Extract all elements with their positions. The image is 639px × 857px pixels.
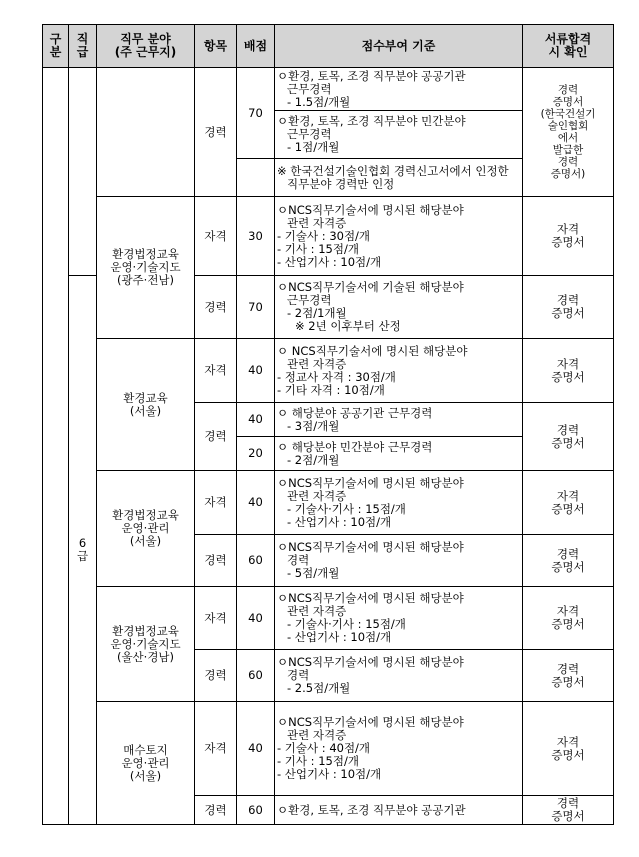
field-cell-top bbox=[97, 68, 195, 197]
docs-cell: 경력 증명서 (한국건설기 술인협회 에서 발급한 경력 증명서) bbox=[523, 68, 614, 197]
header-row bbox=[43, 25, 614, 68]
item-cell: 자격 bbox=[195, 471, 237, 535]
table-row bbox=[43, 471, 614, 535]
header-item: 항목 bbox=[195, 25, 237, 68]
docs-cell: 경력 증명서 bbox=[523, 796, 614, 825]
docs-cell: 자격 증명서 bbox=[523, 587, 614, 650]
table-row bbox=[43, 702, 614, 796]
docs-cell: 경력 증명서 bbox=[523, 276, 614, 339]
table-row bbox=[43, 197, 614, 276]
item-cell: 경력 bbox=[195, 535, 237, 587]
table-row bbox=[43, 587, 614, 650]
table-row bbox=[43, 339, 614, 403]
gubun-cell bbox=[43, 68, 69, 825]
criteria-note: ※ 한국건설기술인협회 경력신고서에서 인정한 직무분야 경력만 인정 bbox=[275, 159, 523, 197]
header-docs: 서류합격 시 확인 bbox=[523, 25, 614, 68]
criteria-cell: ㅇNCS직무기술서에 명시된 해당분야 경력 - 2.5점/개월 bbox=[275, 650, 523, 702]
score-cell: 40 bbox=[237, 403, 275, 437]
table-row bbox=[43, 68, 614, 111]
docs-cell: 경력 증명서 bbox=[523, 403, 614, 471]
score-cell: 40 bbox=[237, 471, 275, 535]
grade-cell: 6 급 bbox=[69, 276, 97, 825]
docs-cell: 자격 증명서 bbox=[523, 339, 614, 403]
criteria-cell: ㅇNCS직무기술서에 명시된 해당분야 관련 자격증 - 기술사 : 30점/개 - 기사 : 15점/개 - 산업기사 : 10점/개 bbox=[275, 197, 523, 276]
criteria-cell: ㅇ NCS직무기술서에 명시된 해당분야 관련 자격증 - 정교사 자격 : 30점/개 - 기타 자격 : 10점/개 bbox=[275, 339, 523, 403]
score-cell: 70 bbox=[237, 68, 275, 159]
field-cell: 매수토지 운영·관리 (서울) bbox=[97, 702, 195, 825]
item-cell: 자격 bbox=[195, 587, 237, 650]
score-cell: 40 bbox=[237, 339, 275, 403]
docs-cell: 경력 증명서 bbox=[523, 535, 614, 587]
scoring-table bbox=[42, 24, 614, 825]
field-cell: 환경법정교육 운영·기술지도 (광주·전남) bbox=[97, 197, 195, 339]
field-cell: 환경교육 (서울) bbox=[97, 339, 195, 471]
header-score: 배점 bbox=[237, 25, 275, 68]
criteria-cell: ㅇNCS직무기술서에 명시된 해당분야 관련 자격증 - 기술사·기사 : 15점/개 - 산업기사 : 10점/개 bbox=[275, 471, 523, 535]
item-cell: 경력 bbox=[195, 403, 237, 471]
score-cell: 60 bbox=[237, 796, 275, 825]
item-cell: 경력 bbox=[195, 796, 237, 825]
criteria-cell: ㅇ 해당분야 민간분야 근무경력 - 2점/개월 bbox=[275, 437, 523, 471]
criteria-cell: ㅇ환경, 토목, 조경 직무분야 민간분야 근무경력 - 1점/개월 bbox=[275, 111, 523, 159]
criteria-cell: ㅇ환경, 토목, 조경 직무분야 공공기관 bbox=[275, 796, 523, 825]
score-cell: 40 bbox=[237, 587, 275, 650]
score-cell: 30 bbox=[237, 197, 275, 276]
header-jikgeup: 직 급 bbox=[69, 25, 97, 68]
criteria-cell: ㅇNCS직무기술서에 명시된 해당분야 관련 자격증 - 기술사·기사 : 15점/개 - 산업기사 : 10점/개 bbox=[275, 587, 523, 650]
item-cell: 자격 bbox=[195, 339, 237, 403]
score-cell: 60 bbox=[237, 535, 275, 587]
criteria-cell: ㅇNCS직무기술서에 명시된 해당분야 관련 자격증 - 기술사 : 40점/개 - 기사 : 15점/개 - 산업기사 : 10점/개 bbox=[275, 702, 523, 796]
grade-cell-top bbox=[69, 68, 97, 276]
item-cell: 경력 bbox=[195, 650, 237, 702]
score-cell: 60 bbox=[237, 650, 275, 702]
docs-cell: 자격 증명서 bbox=[523, 197, 614, 276]
score-cell: 40 bbox=[237, 702, 275, 796]
criteria-cell: ㅇNCS직무기술서에 명시된 해당분야 경력 - 5점/개월 bbox=[275, 535, 523, 587]
header-gubun: 구 분 bbox=[43, 25, 69, 68]
field-cell: 환경법정교육 운영·기술지도 (울산·경남) bbox=[97, 587, 195, 702]
score-cell: 70 bbox=[237, 276, 275, 339]
docs-cell: 자격 증명서 bbox=[523, 471, 614, 535]
header-field: 직무 분야 (주 근무지) bbox=[97, 25, 195, 68]
header-criteria: 점수부여 기준 bbox=[275, 25, 523, 68]
docs-cell: 경력 증명서 bbox=[523, 650, 614, 702]
score-cell: 20 bbox=[237, 437, 275, 471]
item-cell: 자격 bbox=[195, 702, 237, 796]
criteria-cell: ㅇ환경, 토목, 조경 직무분야 공공기관 근무경력 - 1.5점/개월 bbox=[275, 68, 523, 111]
criteria-cell: ㅇNCS직무기술서에 기술된 해당분야 근무경력 - 2점/1개월 ※ 2년 이후부터 산정 bbox=[275, 276, 523, 339]
field-cell: 환경법정교육 운영·관리 (서울) bbox=[97, 471, 195, 587]
item-cell: 경력 bbox=[195, 276, 237, 339]
criteria-cell: ㅇ 해당분야 공공기관 근무경력 - 3점/개월 bbox=[275, 403, 523, 437]
item-cell: 경력 bbox=[195, 68, 237, 197]
docs-cell: 자격 증명서 bbox=[523, 702, 614, 796]
item-cell: 자격 bbox=[195, 197, 237, 276]
